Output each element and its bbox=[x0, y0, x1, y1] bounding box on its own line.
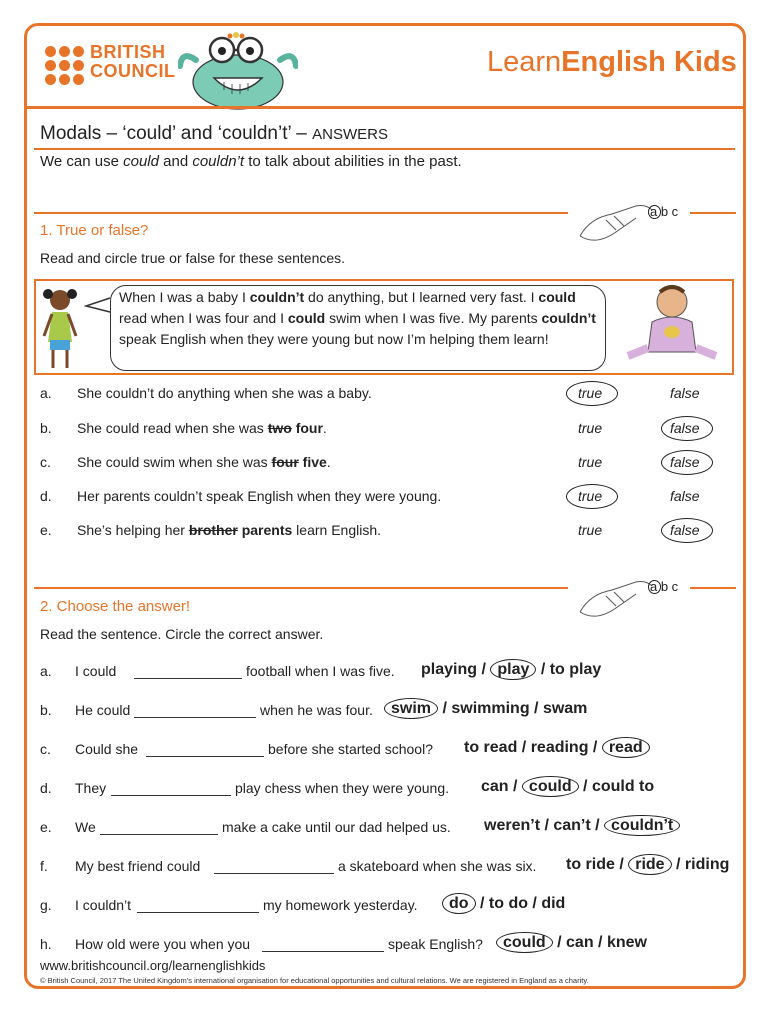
false-option[interactable]: false bbox=[670, 488, 700, 504]
option-separator: / bbox=[552, 934, 567, 951]
option-separator: / bbox=[588, 739, 602, 756]
sentence-end: football when I was five. bbox=[246, 663, 395, 679]
learnenglish-kids-logo: LearnEnglish Kids bbox=[487, 46, 737, 78]
option-separator: / bbox=[517, 739, 531, 756]
brand-name: BRITISH COUNCIL bbox=[90, 42, 176, 81]
option-separator: / bbox=[475, 895, 489, 912]
title-underline bbox=[34, 148, 735, 150]
answer-blank[interactable] bbox=[262, 951, 384, 952]
option-separator: / bbox=[540, 817, 554, 834]
option-1[interactable]: reading bbox=[530, 739, 589, 756]
answer-blank[interactable] bbox=[134, 717, 256, 718]
monster-mascot-icon bbox=[178, 30, 298, 110]
answer-options bbox=[442, 895, 565, 913]
question-sentence: Her parents couldn’t speak English when they were young. bbox=[77, 488, 442, 504]
circled-answer[interactable]: couldn’t bbox=[604, 815, 680, 836]
sentence-text: learn English. bbox=[292, 522, 382, 538]
answer-options bbox=[481, 778, 654, 796]
answer-options bbox=[484, 817, 680, 835]
sentence-start: How old were you when you bbox=[75, 936, 251, 952]
option-separator: / bbox=[527, 895, 542, 912]
section2-instruction: Read the sentence. Circle the correct answer. bbox=[40, 626, 324, 642]
answer-circle bbox=[566, 381, 618, 406]
question-letter: g. bbox=[40, 897, 52, 913]
option-1[interactable]: can bbox=[566, 934, 594, 951]
corrected-word: parents bbox=[241, 522, 293, 538]
answer-blank[interactable] bbox=[111, 795, 231, 796]
false-option[interactable]: false bbox=[670, 420, 700, 436]
true-option[interactable]: true bbox=[578, 385, 603, 401]
footer-url[interactable]: www.britishcouncil.org/learnenglishkids bbox=[40, 958, 266, 973]
answer-circle bbox=[661, 416, 713, 441]
question-letter: b. bbox=[40, 702, 52, 718]
option-1[interactable]: swimming bbox=[451, 700, 530, 717]
writing-hand-icon bbox=[576, 196, 656, 248]
answer-options bbox=[496, 934, 647, 952]
question-letter: c. bbox=[40, 741, 51, 757]
sentence-start: Could she bbox=[75, 741, 139, 757]
abc-label: a b c bbox=[650, 579, 679, 594]
section2-title: 2. Choose the answer! bbox=[40, 598, 191, 615]
question-sentence bbox=[77, 522, 381, 538]
circled-answer[interactable]: read bbox=[602, 737, 650, 758]
answer-circle bbox=[566, 484, 618, 509]
sentence-end: make a cake until our dad helped us. bbox=[222, 819, 451, 835]
struck-word: brother bbox=[188, 522, 238, 538]
option-0[interactable]: weren’t bbox=[484, 817, 541, 834]
section1-line bbox=[34, 212, 568, 214]
answer-circle bbox=[661, 450, 713, 475]
answer-blank[interactable] bbox=[134, 678, 242, 679]
question-letter: b. bbox=[40, 420, 52, 436]
answer-options bbox=[464, 739, 650, 757]
girl-character-icon bbox=[38, 284, 84, 374]
answer-options bbox=[384, 700, 587, 718]
section1-title: 1. True or false? bbox=[40, 222, 149, 239]
sentence-end: play chess when they were young. bbox=[235, 780, 450, 796]
header-divider bbox=[26, 106, 743, 109]
option-0[interactable]: can bbox=[481, 778, 509, 795]
true-option[interactable]: true bbox=[578, 454, 603, 470]
question-sentence bbox=[77, 454, 331, 470]
answer-blank[interactable] bbox=[100, 834, 218, 835]
circled-answer[interactable]: do bbox=[442, 893, 476, 914]
page-title: Modals – ‘could’ and ‘couldn’t’ – ANSWERS bbox=[40, 123, 388, 144]
true-option[interactable]: true bbox=[578, 522, 603, 538]
abc-circle bbox=[648, 580, 661, 594]
struck-word: four bbox=[271, 454, 299, 470]
option-2[interactable]: to play bbox=[549, 661, 602, 678]
corrected-word: five bbox=[302, 454, 327, 470]
sentence-start: He could bbox=[75, 702, 131, 718]
option-separator: / bbox=[671, 856, 685, 873]
answer-blank[interactable] bbox=[146, 756, 264, 757]
answer-options bbox=[421, 661, 601, 679]
option-2[interactable]: knew bbox=[606, 934, 647, 951]
sentence-end: my homework yesterday. bbox=[263, 897, 418, 913]
option-0[interactable]: playing bbox=[421, 661, 478, 678]
question-letter: e. bbox=[40, 819, 52, 835]
false-option[interactable]: false bbox=[670, 385, 700, 401]
question-letter: c. bbox=[40, 454, 51, 470]
section2-line bbox=[34, 587, 568, 589]
circled-answer[interactable]: could bbox=[496, 932, 553, 953]
abc-label: a b c bbox=[650, 204, 679, 219]
question-letter: d. bbox=[40, 780, 52, 796]
footer-copyright: © British Council, 2017 The United Kingdom’s international organisation for educational opportunities and cultural relations. We are registered in England as a charity. bbox=[40, 976, 589, 985]
option-separator: / bbox=[438, 700, 452, 717]
answer-options bbox=[566, 856, 729, 874]
question-letter: h. bbox=[40, 936, 52, 952]
sentence-start: My best friend could bbox=[75, 858, 201, 874]
question-letter: e. bbox=[40, 522, 52, 538]
circled-answer[interactable]: play bbox=[490, 659, 536, 680]
sentence-text: . bbox=[326, 454, 331, 470]
sentence-end: before she started school? bbox=[268, 741, 433, 757]
baby-character-icon bbox=[622, 282, 722, 372]
abc-circle bbox=[648, 205, 661, 219]
option-separator: / bbox=[590, 817, 605, 834]
question-sentence: She couldn’t do anything when she was a baby. bbox=[77, 385, 372, 401]
sentence-text: She could swim when she was bbox=[77, 454, 272, 470]
circled-answer[interactable]: ride bbox=[628, 854, 671, 875]
sentence-start: I couldn’t bbox=[75, 897, 132, 913]
false-option[interactable]: false bbox=[670, 454, 700, 470]
true-option[interactable]: true bbox=[578, 420, 603, 436]
option-separator: / bbox=[529, 700, 543, 717]
option-separator: / bbox=[593, 934, 607, 951]
sentence-start: I could bbox=[75, 663, 117, 679]
sentence-text: She’s helping her bbox=[77, 522, 189, 538]
option-1[interactable]: to do bbox=[488, 895, 528, 912]
option-0[interactable]: to read bbox=[464, 739, 518, 756]
option-separator: / bbox=[614, 856, 629, 873]
question-letter: a. bbox=[40, 663, 52, 679]
option-separator: / bbox=[536, 661, 550, 678]
intro-text: We can use could and couldn’t to talk about abilities in the past. bbox=[40, 153, 462, 170]
answer-circle bbox=[661, 518, 713, 543]
question-letter: d. bbox=[40, 488, 52, 504]
sentence-text: She could read when she was bbox=[77, 420, 268, 436]
false-option[interactable]: false bbox=[670, 522, 700, 538]
british-council-logo-icon bbox=[45, 46, 85, 86]
corrected-word: four bbox=[295, 420, 323, 436]
sentence-start: We bbox=[75, 819, 96, 835]
option-1[interactable]: can’t bbox=[553, 817, 591, 834]
option-2[interactable]: did bbox=[541, 895, 566, 912]
section1-instruction: Read and circle true or false for these sentences. bbox=[40, 250, 346, 266]
sentence-end: when he was four. bbox=[260, 702, 373, 718]
sentence-text: . bbox=[322, 420, 327, 436]
question-letter: a. bbox=[40, 385, 52, 401]
sentence-end: speak English? bbox=[388, 936, 483, 952]
writing-hand-icon bbox=[576, 572, 656, 624]
circled-answer[interactable]: swim bbox=[384, 698, 438, 719]
option-separator: / bbox=[578, 778, 592, 795]
option-separator: / bbox=[477, 661, 491, 678]
speech-tail bbox=[84, 296, 114, 316]
option-separator: / bbox=[508, 778, 522, 795]
option-2[interactable]: could to bbox=[591, 778, 655, 795]
sentence-start: They bbox=[75, 780, 107, 796]
true-option[interactable]: true bbox=[578, 488, 603, 504]
option-2[interactable]: swam bbox=[542, 700, 588, 717]
struck-word: two bbox=[267, 420, 292, 436]
circled-answer[interactable]: could bbox=[522, 776, 579, 797]
option-0[interactable]: to ride bbox=[566, 856, 615, 873]
question-sentence bbox=[77, 420, 327, 436]
option-2[interactable]: riding bbox=[684, 856, 730, 873]
sentence-end: a skateboard when she was six. bbox=[338, 858, 537, 874]
question-letter: f. bbox=[40, 858, 48, 874]
story-bubble: When I was a baby I couldn’t do anything, but I learned very fast. I could read when I was four and I could swim when I was five. My parents couldn’t speak English when they were young but now I’m helping them learn! bbox=[110, 285, 606, 371]
answer-blank[interactable] bbox=[214, 873, 334, 874]
answer-blank[interactable] bbox=[137, 912, 259, 913]
